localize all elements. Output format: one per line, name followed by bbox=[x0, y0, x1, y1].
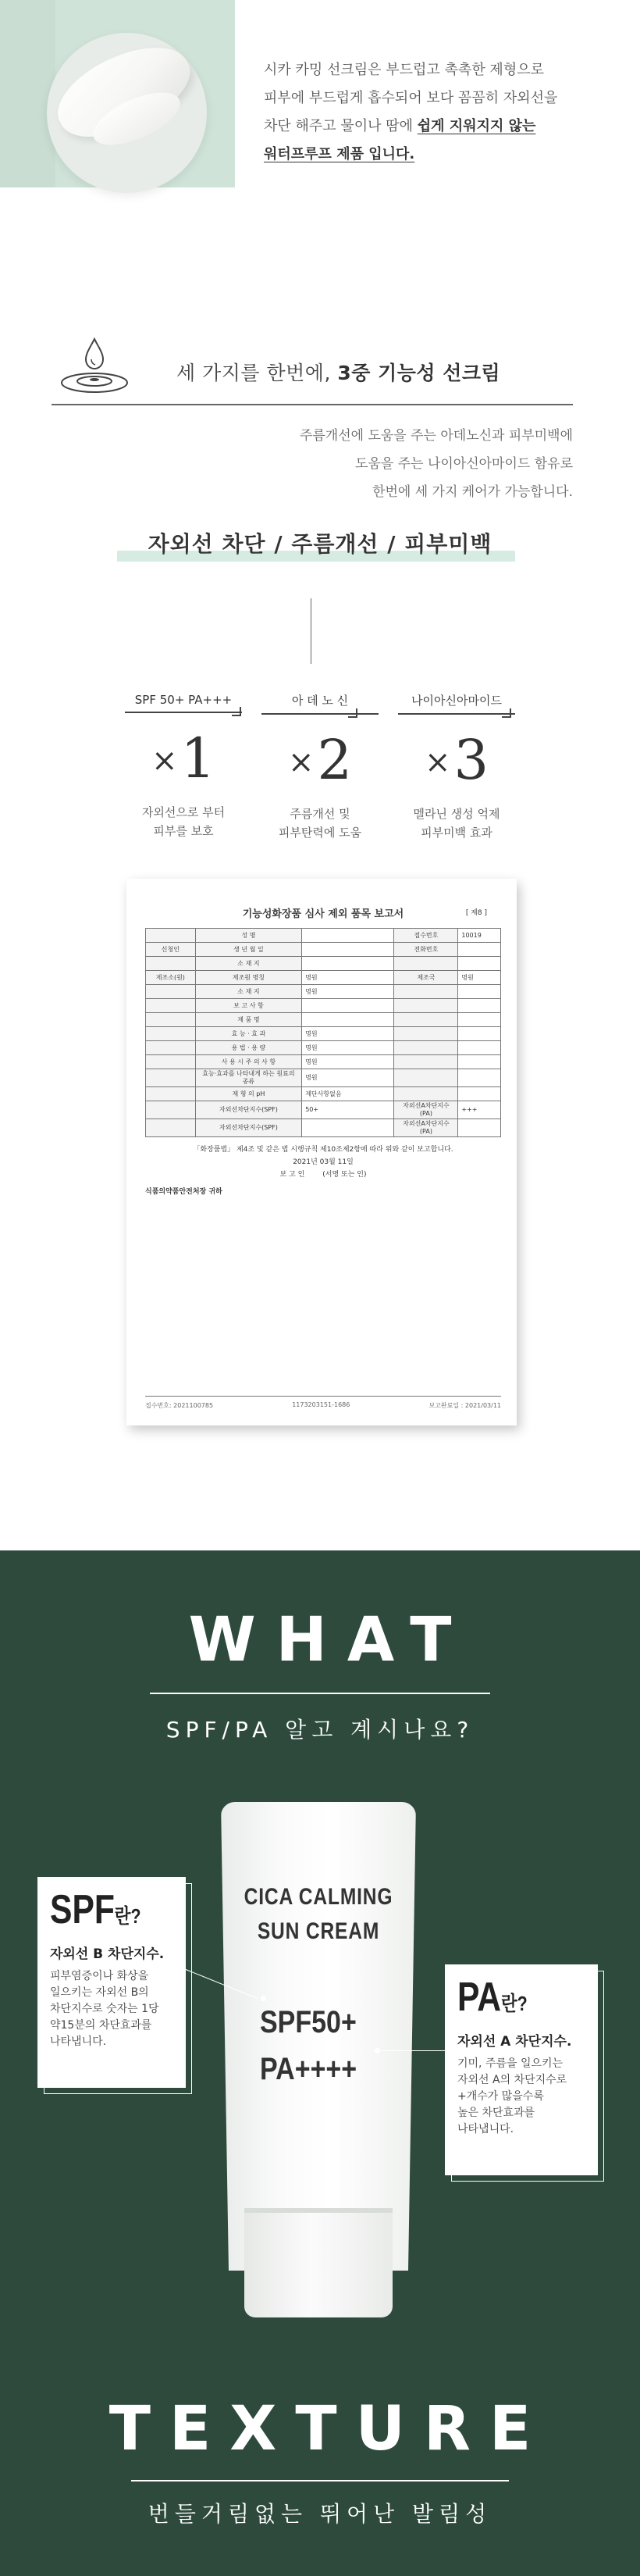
report-cell bbox=[458, 999, 501, 1013]
report-cell bbox=[146, 1101, 196, 1119]
report-row bbox=[146, 999, 501, 1013]
pa-card-text-2: 자외선 A의 차단지수로 bbox=[457, 2074, 567, 2086]
triple-desc-2: 도움을 주는 나이아신아마이드 함유로 bbox=[355, 456, 573, 472]
feature-number-value: 3 bbox=[453, 728, 489, 792]
report-cell bbox=[458, 1041, 501, 1055]
report-cell: 명원 bbox=[302, 985, 394, 999]
report-row bbox=[146, 1055, 501, 1069]
report-cell: 제 형 의 pH bbox=[195, 1087, 302, 1101]
pa-card-title-text: PA bbox=[457, 1975, 502, 2020]
report-cell bbox=[394, 1027, 458, 1041]
tube-brand-line-2: SUN CREAM bbox=[257, 1918, 380, 1944]
triple-desc-3: 한번에 세 가지 케어가 가능합니다. bbox=[372, 484, 573, 500]
report-cell: 보 고 사 항 bbox=[195, 999, 302, 1013]
intro-line-4-emphasis: 워터프루프 제품 입니다. bbox=[264, 146, 415, 162]
report-cell bbox=[146, 929, 196, 943]
what-title: WHAT bbox=[188, 1605, 472, 1675]
report-row bbox=[146, 985, 501, 999]
spf-card-text-1: 피부염증이나 화상을 bbox=[50, 1970, 149, 1982]
tube-pa: PA++++ bbox=[260, 2052, 357, 2086]
report-title-text: 기능성화장품 심사 제외 품목 보고서 bbox=[242, 908, 404, 920]
report-cell bbox=[458, 943, 501, 957]
water-drop-icon bbox=[52, 336, 137, 398]
report-cell bbox=[146, 999, 196, 1013]
feature-number: ×2 bbox=[287, 728, 353, 792]
report-cell: 효능·효과를 나타내게 하는 원료의 종류 bbox=[195, 1069, 302, 1087]
report-cell: 명원 bbox=[302, 1041, 394, 1055]
feature-number: ×3 bbox=[424, 728, 489, 792]
report-title bbox=[145, 905, 501, 920]
report-cell: 명원 bbox=[302, 1055, 394, 1069]
triple-description bbox=[136, 422, 573, 506]
report-cell bbox=[302, 1119, 394, 1137]
report-cell bbox=[394, 1087, 458, 1101]
report-cell: 명원 bbox=[302, 1069, 394, 1087]
report-cell: 접수번호 bbox=[394, 929, 458, 943]
report-authority: 식품의약품안전처장 귀하 bbox=[145, 1188, 222, 1196]
triple-headline bbox=[176, 358, 500, 386]
spf-card-text-2: 일으키는 자외선 B의 bbox=[50, 1986, 149, 1999]
headline-plain: 세 가지를 한번에, bbox=[176, 362, 338, 384]
spf-card-text-3: 차단지수로 숫자는 1당 bbox=[50, 2003, 159, 2015]
feature-desc-line-2: 피부를 보호 bbox=[153, 824, 214, 838]
report-cell bbox=[146, 957, 196, 971]
report-footer-note bbox=[145, 1144, 501, 1181]
report-cell: 소 재 지 bbox=[195, 957, 302, 971]
report-cell bbox=[302, 999, 394, 1013]
report-cell: 전화번호 bbox=[394, 943, 458, 957]
report-cell: 제 품 명 bbox=[195, 1013, 302, 1027]
report-tag: [ 제8 ] bbox=[465, 909, 487, 917]
report-row bbox=[146, 1101, 501, 1119]
report-cell bbox=[302, 929, 394, 943]
sunscreen-tube-image bbox=[221, 1802, 416, 2317]
report-row bbox=[146, 1087, 501, 1101]
report-cell: 자외선A차단지수(PA) bbox=[394, 1119, 458, 1137]
report-cell bbox=[146, 985, 196, 999]
report-reporter-sign: (서명 또는 인) bbox=[322, 1171, 367, 1179]
feature-uv-block bbox=[117, 692, 250, 840]
report-reporter-label: 보 고 인 bbox=[279, 1171, 305, 1179]
report-cell: 명원 bbox=[302, 971, 394, 985]
report-cell bbox=[146, 1013, 196, 1027]
report-cell: 성 명 bbox=[195, 929, 302, 943]
feature-number-value: 2 bbox=[317, 728, 353, 792]
feature-label: 아 데 노 신 bbox=[261, 692, 379, 715]
report-cell: 제단사항없음 bbox=[302, 1087, 394, 1101]
report-row bbox=[146, 1069, 501, 1087]
what-subtitle: SPF/PA 알고 계시나요? bbox=[165, 1717, 475, 1743]
report-cell bbox=[146, 1055, 196, 1069]
headline-divider bbox=[52, 404, 573, 405]
report-row bbox=[146, 1013, 501, 1027]
feature-number-value: 1 bbox=[180, 726, 216, 790]
report-cell: 제조국 bbox=[394, 971, 458, 985]
tube-spf: SPF50+ bbox=[260, 2005, 357, 2039]
report-row bbox=[146, 929, 501, 943]
report-row bbox=[146, 957, 501, 971]
report-cell: 사 용 시 주 의 사 항 bbox=[195, 1055, 302, 1069]
report-row bbox=[146, 1119, 501, 1137]
report-cell: 효 능 · 효 과 bbox=[195, 1027, 302, 1041]
report-cell: 자외선A차단지수(PA) bbox=[394, 1101, 458, 1119]
report-date: 2021년 03월 11일 bbox=[293, 1158, 354, 1166]
report-cell bbox=[302, 957, 394, 971]
report-cell bbox=[394, 1013, 458, 1027]
report-cell bbox=[146, 1087, 196, 1101]
report-cell: 소 재 지 bbox=[195, 985, 302, 999]
headline-bold: 3중 기능성 선크림 bbox=[337, 362, 501, 384]
feature-adenosine bbox=[254, 692, 386, 842]
report-cell bbox=[146, 1027, 196, 1041]
report-cell: 10019 bbox=[458, 929, 501, 943]
intro-description bbox=[264, 56, 623, 169]
spf-card-subtitle: 자외선 B 차단지수. bbox=[50, 1946, 165, 1962]
spf-connector-dot bbox=[261, 1996, 266, 2001]
pa-info-card bbox=[445, 1964, 598, 2175]
cream-texture-image bbox=[47, 33, 207, 193]
report-cell: 생 년 월 일 bbox=[195, 943, 302, 957]
report-cell: 자외선차단지수(SPF) bbox=[195, 1101, 302, 1119]
triple-desc-1: 주름개선에 도움을 주는 아데노신과 피부미백에 bbox=[299, 428, 573, 444]
report-cell bbox=[394, 999, 458, 1013]
report-cell bbox=[394, 985, 458, 999]
key-title: 자외선 차단 / 주름개선 / 피부미백 bbox=[148, 531, 492, 557]
report-cell bbox=[146, 1119, 196, 1137]
report-cell bbox=[458, 1119, 501, 1137]
feature-niacinamide bbox=[390, 692, 523, 842]
pa-card-text-4: 높은 차단효과를 bbox=[457, 2107, 535, 2119]
spf-card-title-text: SPF bbox=[50, 1887, 115, 1932]
feature-desc-line-1: 멜라닌 생성 억제 bbox=[413, 807, 500, 821]
report-cell: 제조원 명칭 bbox=[195, 971, 302, 985]
report-cell bbox=[146, 1069, 196, 1087]
spf-card-text bbox=[50, 1968, 173, 2050]
pa-card-text-1: 기미, 주름을 일으키는 bbox=[457, 2057, 564, 2070]
intro-line-4 bbox=[264, 141, 623, 169]
spf-info-card bbox=[37, 1877, 186, 2088]
texture-title: TEXTURE bbox=[108, 2394, 550, 2464]
report-cell bbox=[394, 1055, 458, 1069]
tube-cap bbox=[244, 2208, 393, 2317]
report-cell bbox=[302, 943, 394, 957]
report-bottom-left: 접수번호: 2021100785 bbox=[145, 1402, 214, 1409]
pa-card-title-suffix: 란? bbox=[501, 1992, 528, 2015]
report-cell bbox=[394, 1041, 458, 1055]
spf-card-title-suffix: 란? bbox=[114, 1904, 141, 1928]
tube-brand bbox=[239, 1880, 399, 1949]
report-cell: 50+ bbox=[302, 1101, 394, 1119]
report-cell bbox=[458, 1069, 501, 1087]
report-bottom-right: 보고완료일 : 2021/03/11 bbox=[428, 1402, 501, 1409]
pa-connector-dot bbox=[375, 2048, 380, 2053]
intro-line-2: 피부에 부드럽게 흡수되어 보다 꼼꼼히 자외선을 bbox=[264, 90, 558, 106]
report-cell: +++ bbox=[458, 1101, 501, 1119]
pa-card-text-5: 나타냅니다. bbox=[457, 2123, 514, 2135]
feature-desc-line-1: 자외선으로 부터 bbox=[141, 805, 226, 819]
report-cell: 자외선차단지수(SPF) bbox=[195, 1119, 302, 1137]
report-row bbox=[146, 1041, 501, 1055]
pa-card-text-3: +개수가 많을수록 bbox=[457, 2090, 544, 2103]
functional-cosmetic-report bbox=[126, 879, 517, 1425]
report-cell: 신청인 bbox=[146, 943, 196, 957]
report-cell bbox=[394, 957, 458, 971]
feature-desc-line-2: 피부미백 효과 bbox=[421, 826, 492, 840]
spf-card-text-4: 약15분의 차단효과를 bbox=[50, 2019, 152, 2032]
report-row bbox=[146, 1027, 501, 1041]
intro-line-1: 시카 카밍 선크림은 부드럽고 촉촉한 제형으로 bbox=[264, 62, 544, 78]
tube-brand-line-1: CICA CALMING bbox=[244, 1884, 393, 1910]
report-cell bbox=[394, 1069, 458, 1087]
report-bottom-meta bbox=[145, 1396, 501, 1410]
feature-label: 나이아신아마이드 bbox=[398, 692, 515, 715]
what-section bbox=[0, 1550, 640, 2576]
report-cell bbox=[458, 1027, 501, 1041]
report-cell: 명원 bbox=[458, 971, 501, 985]
pa-card-title bbox=[457, 1975, 562, 2025]
intro-section bbox=[0, 0, 640, 234]
spf-card-title bbox=[50, 1888, 151, 1938]
feature-label: SPF 50+ PA+++ bbox=[125, 693, 242, 713]
feature-desc bbox=[117, 803, 250, 840]
report-cell bbox=[146, 1041, 196, 1055]
feature-desc-line-2: 피부탄력에 도움 bbox=[278, 826, 362, 840]
report-reporter bbox=[145, 1168, 501, 1181]
feature-number: ×1 bbox=[151, 726, 216, 790]
intro-line-3-plain: 차단 해주고 물이나 땀에 bbox=[264, 118, 418, 134]
report-cell bbox=[302, 1013, 394, 1027]
feature-desc bbox=[254, 805, 386, 842]
report-cell bbox=[458, 985, 501, 999]
report-cell: 제조소(원) bbox=[146, 971, 196, 985]
report-row bbox=[146, 943, 501, 957]
report-table bbox=[145, 928, 501, 1137]
texture-subtitle: 번들거림없는 뛰어난 발림성 bbox=[148, 2501, 492, 2527]
report-cell bbox=[458, 1013, 501, 1027]
report-footer-text: 「화장품법」 제4조 및 같은 법 시행규칙 제10조제2항에 따라 위와 같이 보고합니다. bbox=[193, 1146, 453, 1154]
report-row bbox=[146, 971, 501, 985]
spf-card-text-5: 나타냅니다. bbox=[50, 2035, 107, 2048]
report-cell bbox=[458, 1055, 501, 1069]
report-cell bbox=[458, 957, 501, 971]
report-bottom-mid: 1173203151-1686 bbox=[292, 1401, 350, 1408]
intro-line-3 bbox=[264, 112, 623, 141]
intro-line-3-emphasis: 쉽게 지워지지 않는 bbox=[417, 118, 536, 134]
report-cell: 용 법 · 용 량 bbox=[195, 1041, 302, 1055]
what-divider bbox=[150, 1693, 490, 1694]
report-cell bbox=[458, 1087, 501, 1101]
pa-connector-line bbox=[378, 2050, 446, 2051]
feature-desc bbox=[390, 805, 523, 842]
feature-desc-line-1: 주름개선 및 bbox=[290, 807, 350, 821]
texture-divider bbox=[131, 2480, 509, 2481]
pa-card-subtitle: 자외선 A 차단지수. bbox=[457, 2034, 572, 2050]
pa-card-text bbox=[457, 2056, 585, 2138]
report-cell: 명원 bbox=[302, 1027, 394, 1041]
